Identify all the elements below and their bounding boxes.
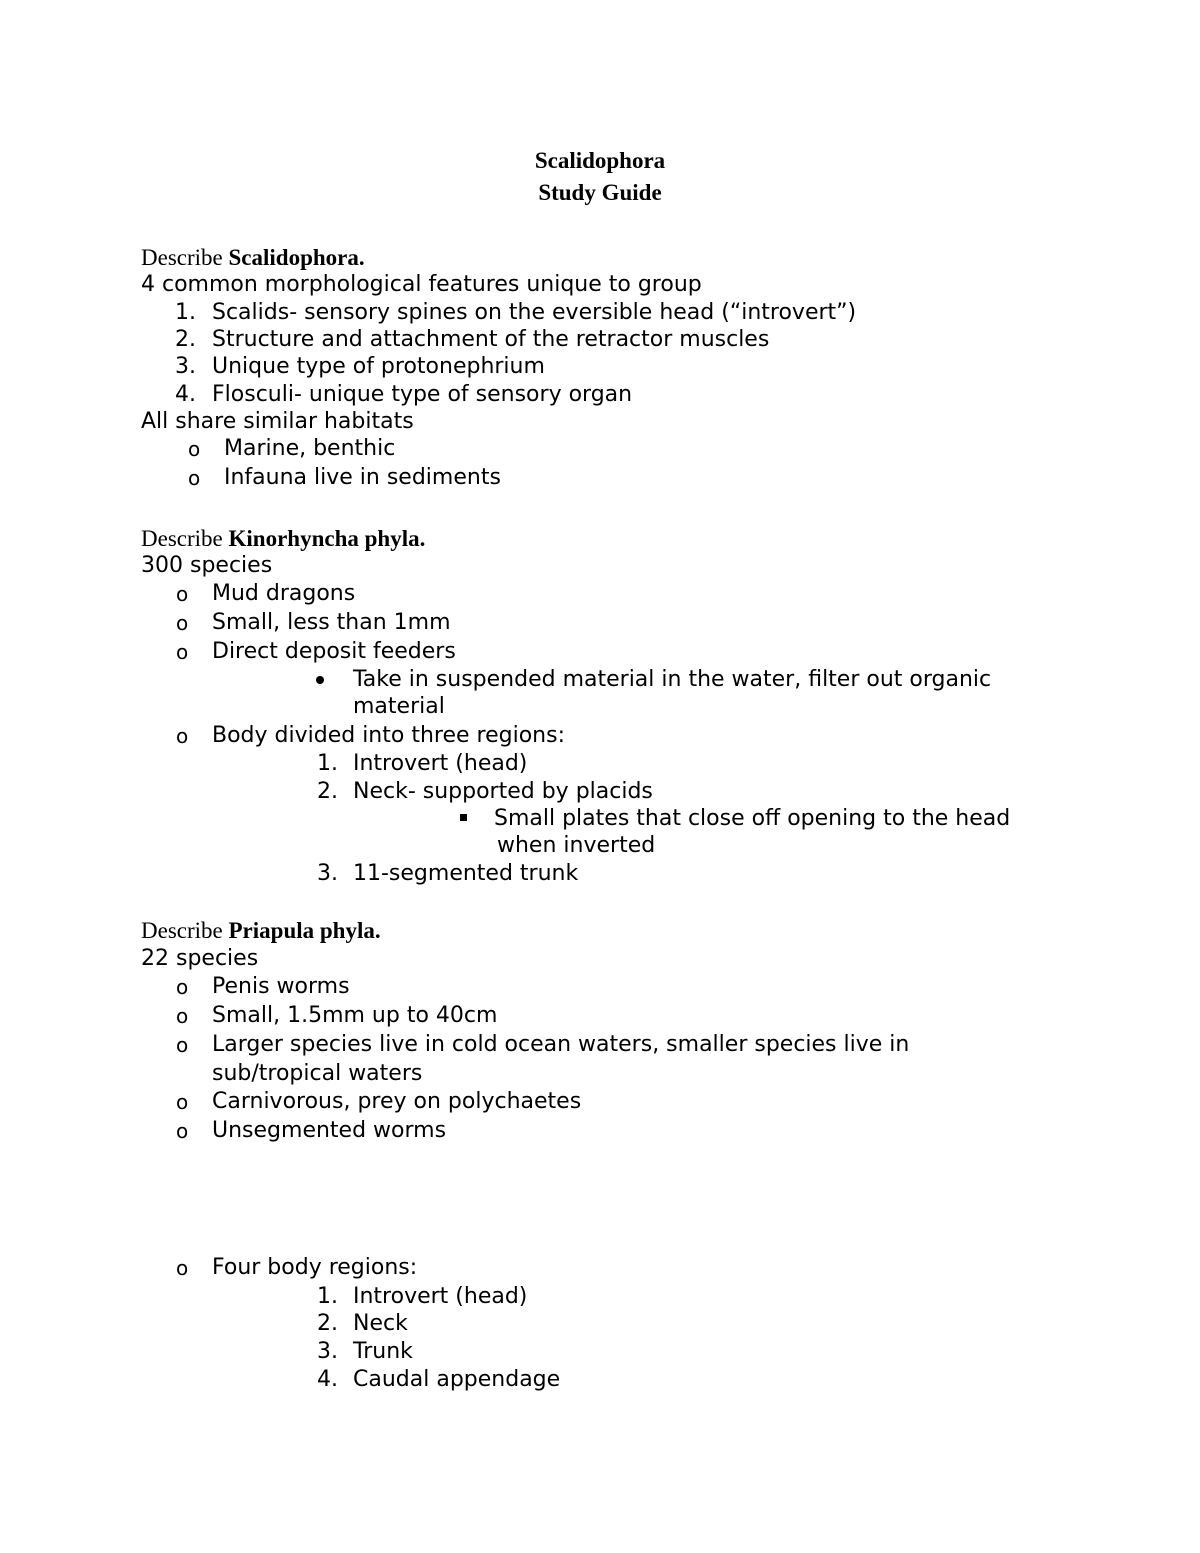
section-heading [141,244,365,272]
list-item: Direct deposit feeders [212,639,456,664]
heading-term: Scalidophora. [228,245,365,270]
section-heading [141,917,381,945]
section-heading [141,525,425,553]
circle-bullet: o [176,640,189,664]
list-number: 1. [175,300,196,325]
list-item: Neck [353,1311,408,1336]
list-item: Mud dragons [212,581,356,606]
list-item: Small, less than 1mm [212,610,451,635]
list-item-continuation: material [353,694,445,719]
circle-bullet: o [176,582,189,606]
list-item: Introvert (head) [353,1284,528,1309]
square-bullet [460,814,467,821]
page-title: Scalidophora [534,148,666,173]
heading-prompt: Describe [141,245,229,270]
heading-prompt: Describe [141,918,229,943]
list-item: Structure and attachment of the retractor muscles [212,327,770,352]
list-number: 4. [175,382,196,407]
list-number: 2. [175,327,196,352]
list-item: Flosculi- unique type of sensory organ [212,382,633,407]
circle-bullet: o [176,1004,189,1028]
section-intro: 22 species [141,946,259,971]
list-item: Body divided into three regions: [212,723,565,748]
list-number: 3. [175,354,196,379]
list-item: Unsegmented worms [212,1118,447,1143]
list-item: Penis worms [212,974,350,999]
list-item: Caudal appendage [353,1367,561,1392]
list-number: 4. [317,1367,338,1392]
circle-bullet: o [188,466,201,490]
list-item: Infauna live in sediments [224,465,501,490]
circle-bullet: o [176,724,189,748]
list-item: Carnivorous, prey on polychaetes [212,1089,582,1114]
list-item: Larger species live in cold ocean waters, smaller species live in [212,1032,910,1057]
list-item: Unique type of protonephrium [212,354,545,379]
heading-term: Kinorhyncha phyla. [228,526,426,551]
list-item: Small plates that close off opening to the head [494,806,1011,831]
circle-bullet: o [176,1256,189,1280]
list-item-continuation: sub/tropical waters [212,1061,423,1086]
list-item-continuation: when inverted [497,833,656,858]
list-item: Introvert (head) [353,751,528,776]
list-number: 3. [317,861,338,886]
list-item: Trunk [353,1339,413,1364]
list-number: 2. [317,779,338,804]
list-item: 11-segmented trunk [353,861,579,886]
list-number: 2. [317,1311,338,1336]
list-item: Four body regions: [212,1255,418,1280]
circle-bullet: o [176,1033,189,1057]
heading-prompt: Describe [141,526,229,551]
circle-bullet: o [176,975,189,999]
circle-bullet: o [188,437,201,461]
list-number: 1. [317,1284,338,1309]
list-item: Small, 1.5mm up to 40cm [212,1003,498,1028]
list-item: Marine, benthic [224,436,396,461]
list-item: Scalids- sensory spines on the eversible head (“introvert”) [212,300,857,325]
list-number: 1. [317,751,338,776]
section-intro: 4 common morphological features unique to group [141,272,702,297]
circle-bullet: o [176,1090,189,1114]
section-text: All share similar habitats [141,409,414,434]
circle-bullet: o [176,1119,189,1143]
list-item: Take in suspended material in the water, filter out organic [353,667,992,692]
list-item: Neck- supported by placids [353,779,653,804]
page-subtitle: Study Guide [538,180,662,205]
section-intro: 300 species [141,553,273,578]
heading-term: Priapula phyla. [228,918,381,943]
circle-bullet: o [176,611,189,635]
list-number: 3. [317,1339,338,1364]
bullet-dot [316,676,324,684]
